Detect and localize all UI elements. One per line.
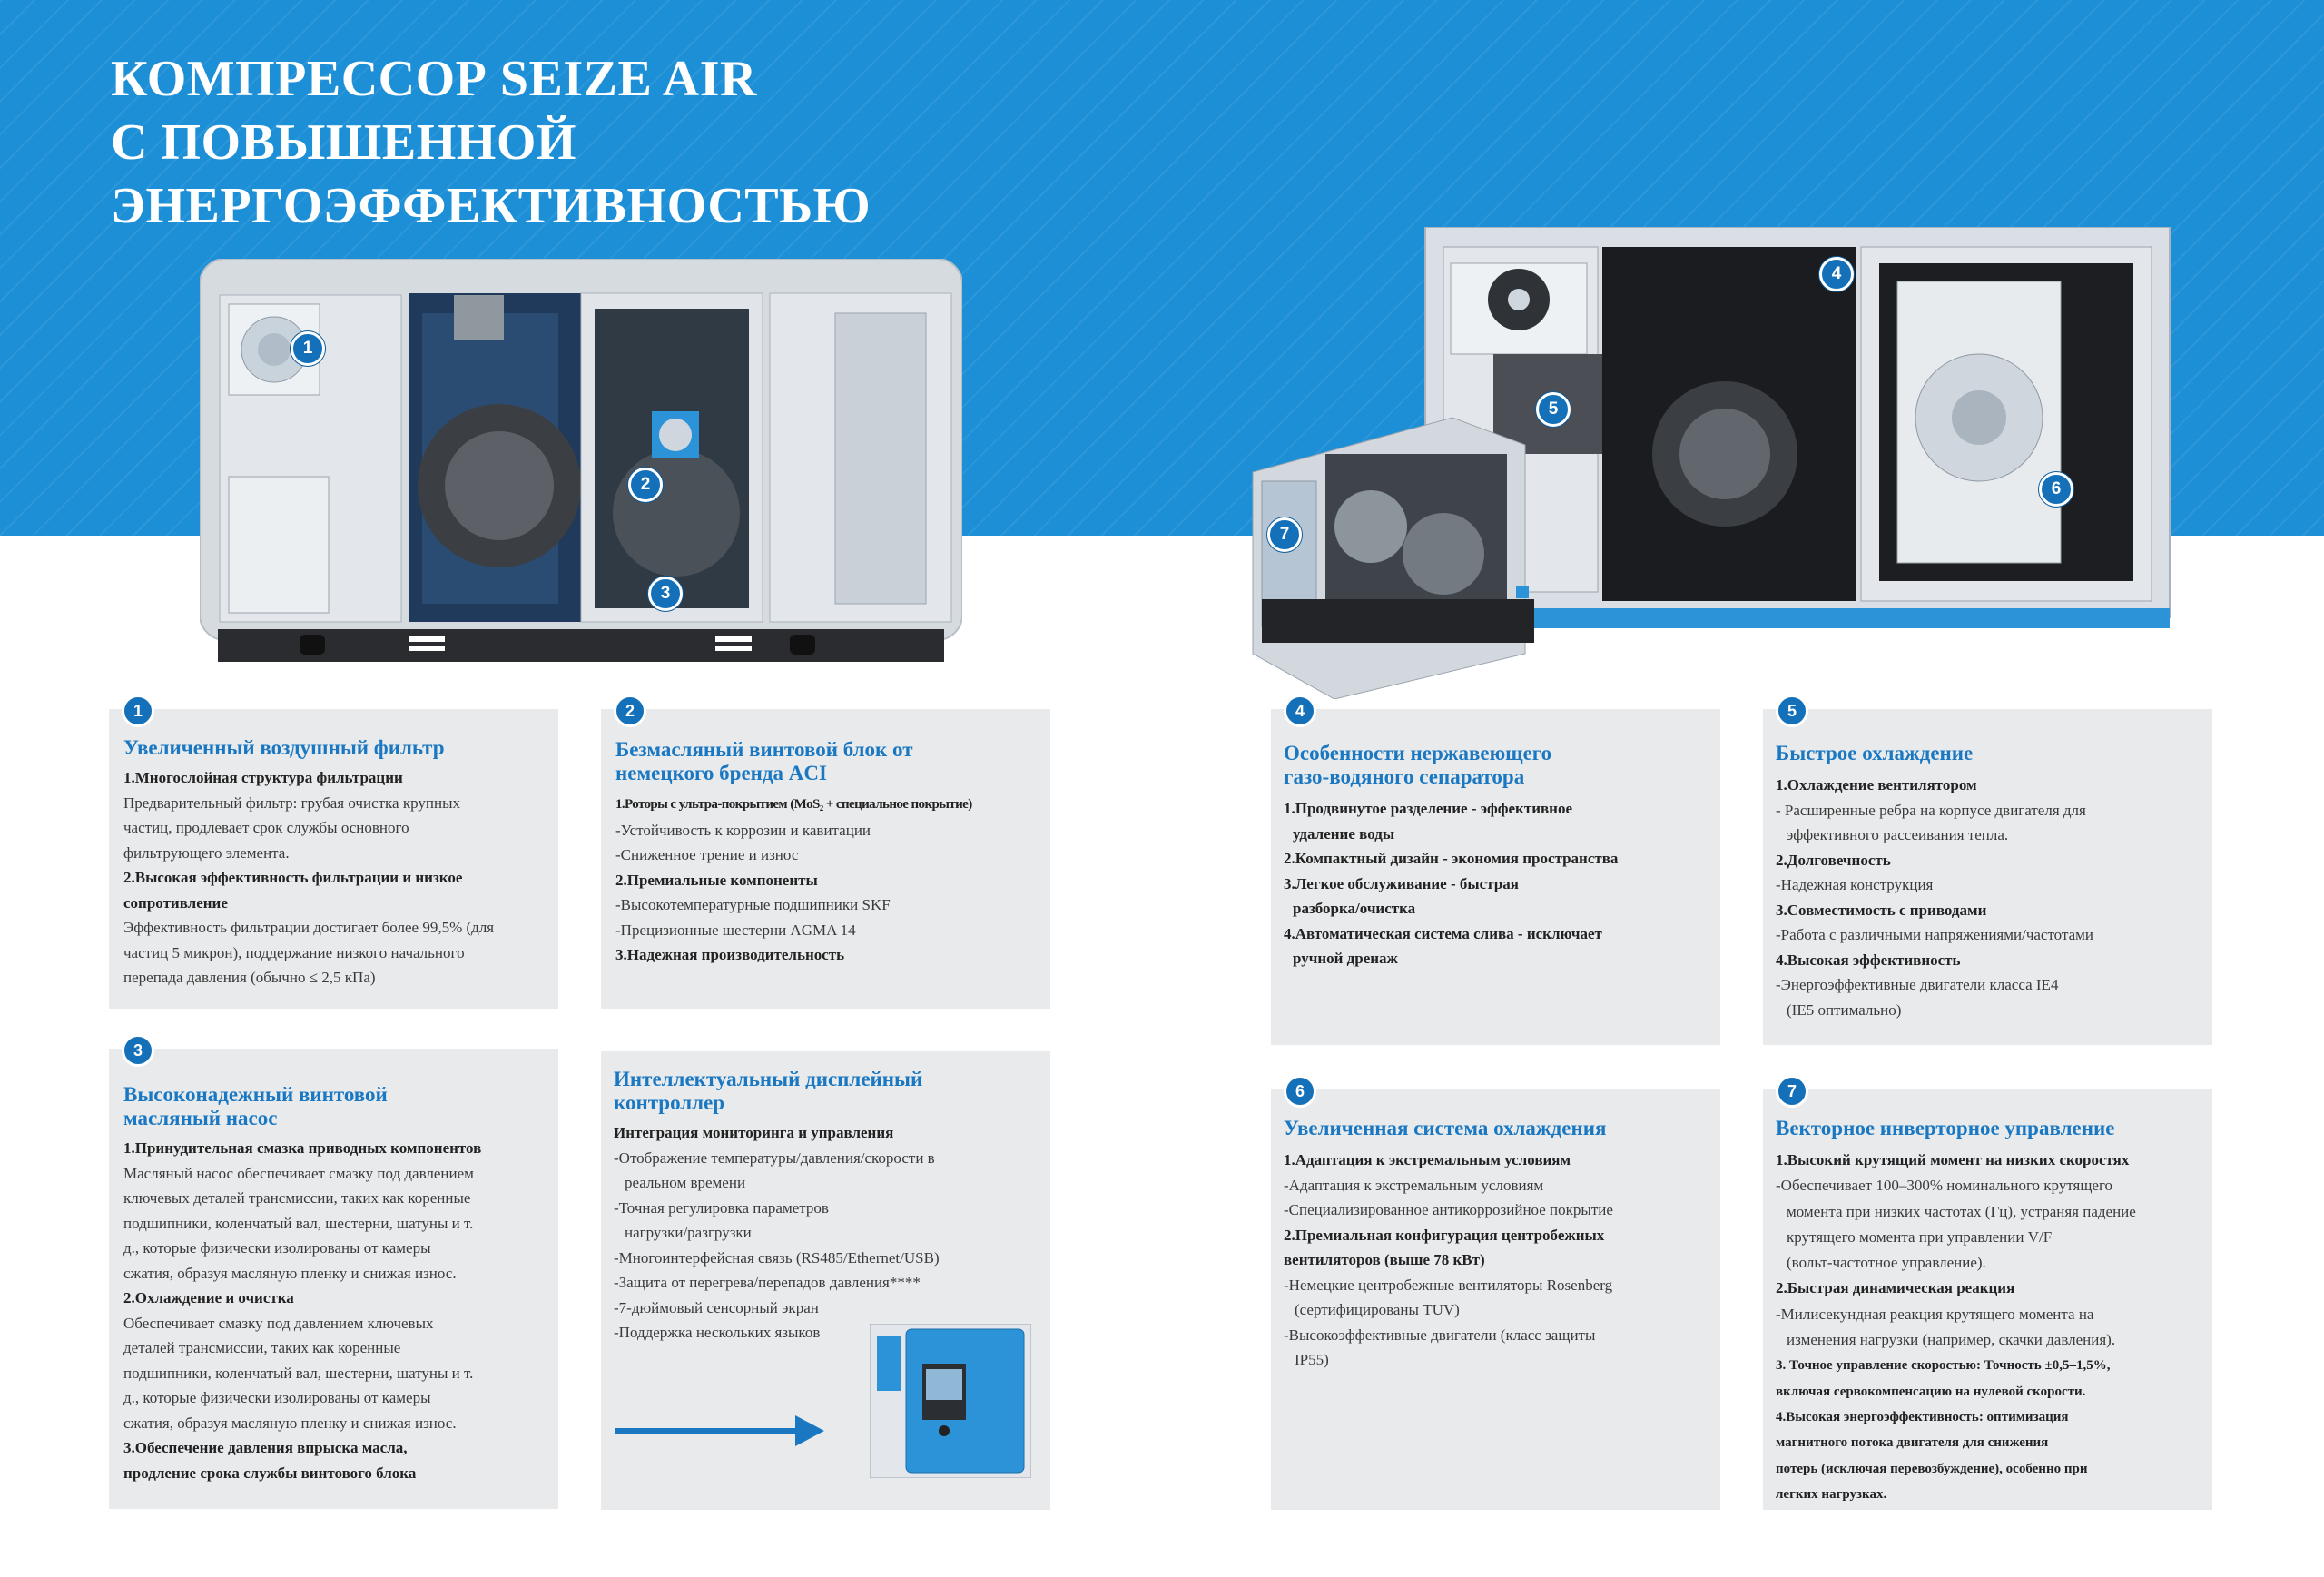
card-title-line-2: газо-водяного сепаратора [1284, 765, 1525, 788]
card-line: Эффективность фильтрации достигает более 99,5% (для [123, 919, 495, 936]
card-line: Масляный насос обеспечивает смазку под давлением [123, 1164, 474, 1182]
card-number-badge: 5 [1776, 695, 1808, 727]
callout-badge-2: 2 [628, 468, 663, 502]
card-title: Быстрое охлаждение [1776, 742, 1974, 764]
compressor-right-drawing [1244, 227, 2188, 699]
card-title-line-2: масляный насос [123, 1107, 278, 1129]
card-line: Предварительный фильтр: грубая очистка крупных [123, 793, 461, 812]
card-line: изменения нагрузки (например, скачки давления). [1787, 1331, 2116, 1349]
card-line: нагрузки/разгрузки [625, 1224, 752, 1241]
card-line: IP55) [1295, 1351, 1329, 1368]
card-line: -Устойчивость к коррозии и кавитации [615, 821, 872, 839]
card-line: перепада давления (обычно ≤ 2,5 кПа) [123, 969, 376, 986]
card-number-badge: 2 [614, 695, 646, 727]
feature-card-extended-cooling [1271, 1082, 1720, 1510]
card-number-badge: 7 [1776, 1075, 1808, 1108]
feature-card-separator [1271, 702, 1720, 1045]
card-line: -Высокотемпературные подшипники SKF [615, 896, 891, 913]
card-line: разборка/очистка [1293, 900, 1416, 917]
card-title-line-1: Высоконадежный винтовой [123, 1083, 388, 1106]
card-line: 3.Легкое обслуживание - быстрая [1284, 874, 1519, 892]
card-line: - Расширенные ребра на корпусе двигателя для [1776, 801, 2086, 819]
card-line: 1.Продвинутое разделение - эффективное [1284, 800, 1573, 817]
card-line: д., которые физически изолированы от камеры [123, 1239, 431, 1257]
card-line: подшипники, коленчатый вал, шестерни, шатуны и т. [123, 1364, 474, 1382]
card-line: включая сервокомпенсацию на нулевой скорости. [1776, 1384, 2086, 1399]
card-line: 2.Долговечность [1776, 851, 1891, 869]
card-number-badge: 3 [122, 1034, 154, 1067]
card-line: д., которые физически изолированы от камеры [123, 1389, 431, 1406]
card-line: реальном времени [625, 1174, 746, 1191]
arrow-shaft [615, 1428, 797, 1434]
callout-badge-3: 3 [648, 577, 683, 611]
feature-card-air-filter [109, 702, 558, 1009]
feature-card-fast-cooling [1763, 702, 2212, 1045]
card-line: момента при низких частотах (Гц), устраняя падение [1787, 1202, 2136, 1220]
card-line: удаление воды [1293, 824, 1395, 843]
card-number-badge: 6 [1284, 1075, 1316, 1108]
card-number-badge: 1 [122, 695, 154, 727]
card-line: -Немецкие центробежные вентиляторы Rosenberg [1284, 1276, 1613, 1294]
card-line: сопротивление [123, 893, 228, 912]
card-title-line-1: Интеллектуальный дисплейный [614, 1068, 923, 1090]
card-title: Увеличенная система охлаждения [1284, 1117, 1607, 1139]
card-line: -Высокоэффективные двигатели (класс защиты [1284, 1326, 1596, 1344]
card-line: -Многоинтерфейсная связь (RS485/Ethernet/USB) [614, 1248, 940, 1267]
card-line: -Надежная конструкция [1776, 876, 1934, 893]
card-line: 2.Быстрая динамическая реакция [1776, 1279, 2015, 1297]
feature-card-oil-pump [109, 1041, 558, 1509]
card-line: 4.Высокая эффективность [1776, 951, 1961, 969]
card-line: 2.Высокая эффективность фильтрации и низкое [123, 869, 463, 886]
card-line: -Отображение температуры/давления/скорости в [614, 1148, 935, 1167]
card-line: -Обеспечивает 100–300% номинального крутящего [1776, 1177, 2113, 1195]
callout-badge-4: 4 [1819, 257, 1854, 291]
callout-badge-6: 6 [2039, 472, 2073, 507]
card-number-badge: 4 [1284, 695, 1316, 727]
card-line: крутящего момента при управлении V/F [1787, 1227, 2053, 1246]
compressor-left-drawing [200, 259, 962, 667]
card-line: продление срока службы винтового блока [123, 1464, 417, 1482]
title-line-1: КОМПРЕССОР SEIZE AIR [111, 51, 757, 107]
title-line-2: С ПОВЫШЕННОЙ [111, 114, 576, 171]
card-title-line-1: Безмасляный винтовой блок от [615, 738, 913, 761]
card-line: (вольт-частотное управление). [1787, 1254, 1986, 1272]
card-line: 1.Роторы с ультра-покрытием (MoS₂ + специальное покрытие) [615, 797, 972, 812]
card-line: 3.Надежная производительность [615, 946, 845, 963]
card-line: 3.Обеспечение давления впрыска масла, [123, 1439, 408, 1456]
compressor-illustration-left [200, 259, 962, 667]
card-line: 2.Премиальные компоненты [615, 871, 818, 889]
card-title: Увеличенный воздушный фильтр [123, 736, 445, 759]
card-line: подшипники, коленчатый вал, шестерни, шатуны и т. [123, 1214, 474, 1232]
card-title: Векторное инверторное управление [1776, 1117, 2115, 1139]
title-line-3: ЭНЕРГОЭФФЕКТИВНОСТЬЮ [111, 178, 872, 234]
card-title-line-1: Особенности нержавеющего [1284, 742, 1552, 764]
card-line: сжатия, образуя масляную пленку и снижая износ. [123, 1414, 457, 1432]
card-line: -Милисекундная реакция крутящего момента на [1776, 1305, 2094, 1323]
card-line: ключевых деталей трансмиссии, таких как коренные [123, 1189, 471, 1207]
card-line: Обеспечивает смазку под давлением ключевых [123, 1314, 434, 1332]
card-line: 2.Премиальная конфигурация центробежных [1284, 1226, 1605, 1244]
card-line: легких нагрузках. [1776, 1486, 1887, 1502]
card-line: -Поддержка нескольких языков [614, 1324, 821, 1341]
feature-card-controller [601, 1051, 1050, 1510]
card-title-line-2: немецкого бренда ACI [615, 762, 827, 784]
card-line: 4.Высокая энергоэффективность: оптимизация [1776, 1409, 2069, 1424]
card-line: -Сниженное трение и износ [615, 846, 799, 863]
feature-card-screw-block [601, 702, 1050, 1009]
card-line: -7-дюймовый сенсорный экран [614, 1298, 819, 1316]
card-line: 1.Адаптация к экстремальным условиям [1284, 1151, 1571, 1168]
card-line: -Работа с различными напряжениями/частотами [1776, 926, 2093, 943]
card-line: 3.Совместимость с приводами [1776, 901, 1987, 919]
card-line: деталей трансмиссии, таких как коренные [123, 1339, 401, 1356]
controller-panel-illustration [870, 1324, 1031, 1478]
card-line: фильтрующего элемента. [123, 843, 290, 862]
card-line: вентиляторов (выше 78 кВт) [1284, 1251, 1485, 1268]
card-line: 1.Высокий крутящий момент на низких скоростях [1776, 1151, 2130, 1168]
card-line: ручной дренаж [1293, 950, 1398, 967]
card-line: 1.Охлаждение вентилятором [1776, 776, 1977, 793]
card-line: сжатия, образуя масляную пленку и снижая износ. [123, 1264, 457, 1282]
card-line: 4.Автоматическая система слива - исключает [1284, 924, 1602, 942]
card-line: -Адаптация к экстремальным условиям [1284, 1176, 1544, 1194]
card-line: -Точная регулировка параметров [614, 1198, 829, 1217]
compressor-illustration-right [1244, 227, 2188, 699]
card-line: 2.Компактный дизайн - экономия пространства [1284, 850, 1619, 867]
card-line: эффективного рассеивания тепла. [1787, 826, 2009, 843]
card-line: -Энергоэффективные двигатели класса IE4 [1776, 976, 2059, 993]
callout-badge-1: 1 [290, 331, 325, 366]
feature-card-vector-inverter [1763, 1082, 2212, 1510]
arrow-right-icon [795, 1415, 824, 1446]
card-line: 3. Точное управление скоростью: Точность ±0,5–1,5%, [1776, 1358, 2111, 1374]
card-line: -Специализированное антикоррозийное покрытие [1284, 1201, 1613, 1218]
card-line: Интеграция мониторинга и управления [614, 1124, 894, 1141]
card-line: частиц, продлевает срок службы основного [123, 819, 409, 836]
card-line: (сертифицированы TUV) [1295, 1301, 1460, 1318]
card-line: -Прецизионные шестерни AGMA 14 [615, 921, 856, 939]
card-line: 2.Охлаждение и очистка [123, 1289, 294, 1306]
card-line: 1.Принудительная смазка приводных компонентов [123, 1139, 482, 1157]
card-line: (IE5 оптимально) [1787, 1000, 1902, 1019]
card-title-line-2: контроллер [614, 1091, 725, 1114]
card-line: 1.Многослойная структура фильтрации [123, 769, 403, 786]
callout-badge-7: 7 [1267, 517, 1302, 552]
card-line: магнитного потока двигателя для снижения [1776, 1435, 2049, 1451]
page-title [111, 47, 928, 238]
card-line: потерь (исключая перевозбуждение), особенно при [1776, 1461, 2088, 1476]
card-line: частиц 5 микрон), поддержание низкого начального [123, 943, 465, 961]
card-line: -Защита от перегрева/перепадов давления**** [614, 1274, 921, 1291]
callout-badge-5: 5 [1536, 392, 1571, 427]
